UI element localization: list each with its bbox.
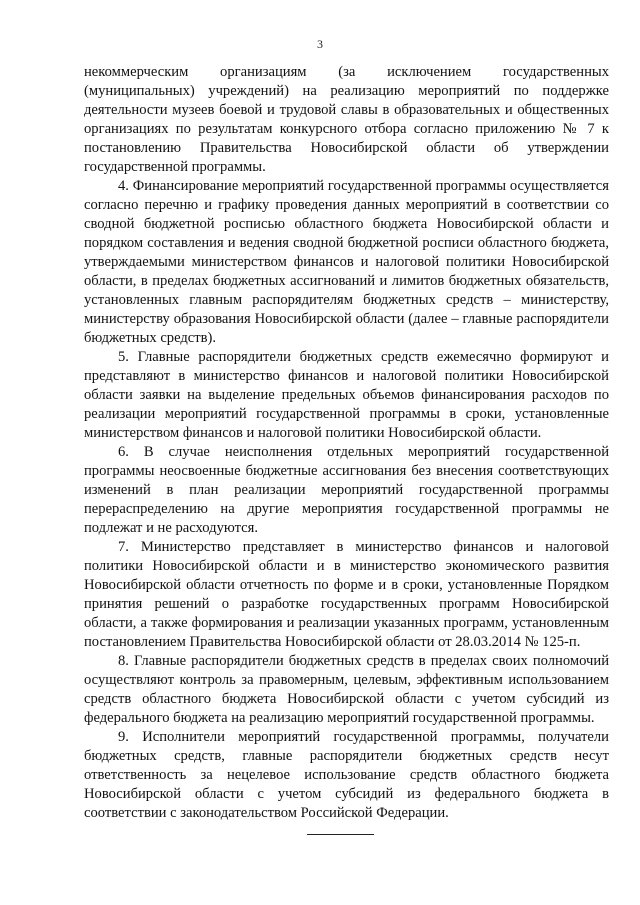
paragraph-7: 7. Министерство представляет в министерство финансов и налоговой политики Новосибирской области и в министерство экономического развития Новосибирской области отчетность по форме и в сроки, установленные Порядком принятия решений о разработке государственных программ Новосибирской области, а также формирования и реализации указанных программ, установленным постановлением Правительства Новосибирской области от 28.03.2014 № 125-п. bbox=[84, 539, 609, 650]
paragraph-9: 9. Исполнители мероприятий государственной программы, получатели бюджетных средств, главные распорядители бюджетных средств несут ответственность за нецелевое использование средств областного бюджета Новосибирской области с учетом субсидий из федерального бюджета в соответствии с законодательством Российской Федерации. bbox=[84, 729, 609, 821]
page-number: 3 bbox=[317, 37, 323, 51]
paragraph-5: 5. Главные распорядители бюджетных средств ежемесячно формируют и представляют в министерство финансов и налоговой политики Новосибирской области заявки на выделение предельных объемов финансирования расходов по реализации мероприятий государственной программы в сроки, установленные министерством финансов и налоговой политики Новосибирской области. bbox=[84, 349, 609, 441]
end-of-document-rule bbox=[307, 834, 374, 835]
paragraph-8: 8. Главные распорядители бюджетных средств в пределах своих полномочий осуществляют контроль за правомерным, целевым, эффективным использованием средств областного бюджета Новосибирской области с учетом субсидий из федерального бюджета на реализацию мероприятий государственной программы. bbox=[84, 653, 609, 726]
document-body bbox=[84, 63, 609, 823]
paragraph-6: 6. В случае неисполнения отдельных мероприятий государственной программы неосвоенные бюджетные ассигнования без внесения соответствующих изменений в план реализации мероприятий государственной программы перераспределению на другие мероприятия государственной программы не подлежат и не расходуются. bbox=[84, 444, 609, 536]
paragraph-continuation: некоммерческим организациям (за исключением государственных (муниципальных) учреждений) на реализацию мероприятий по поддержке деятельности музеев боевой и трудовой славы в образовательных и общественных организациях по результатам конкурсного отбора согласно приложению № 7 к постановлению Правительства Новосибирской области об утверждении государственной программы. bbox=[84, 64, 609, 175]
paragraph-4: 4. Финансирование мероприятий государственной программы осуществляется согласно перечню и графику проведения данных мероприятий в соответствии со сводной бюджетной росписью областного бюджета Новосибирской области и порядком составления и ведения сводной бюджетной росписи областного бюджета, утверждаемыми министерством финансов и налоговой политики Новосибирской области, в пределах бюджетных ассигнований и лимитов бюджетных обязательств, установленных главным распорядителям бюджетных средств – министерству, министерству образования Новосибирской области (далее – главные распорядители бюджетных средств). bbox=[84, 178, 609, 346]
